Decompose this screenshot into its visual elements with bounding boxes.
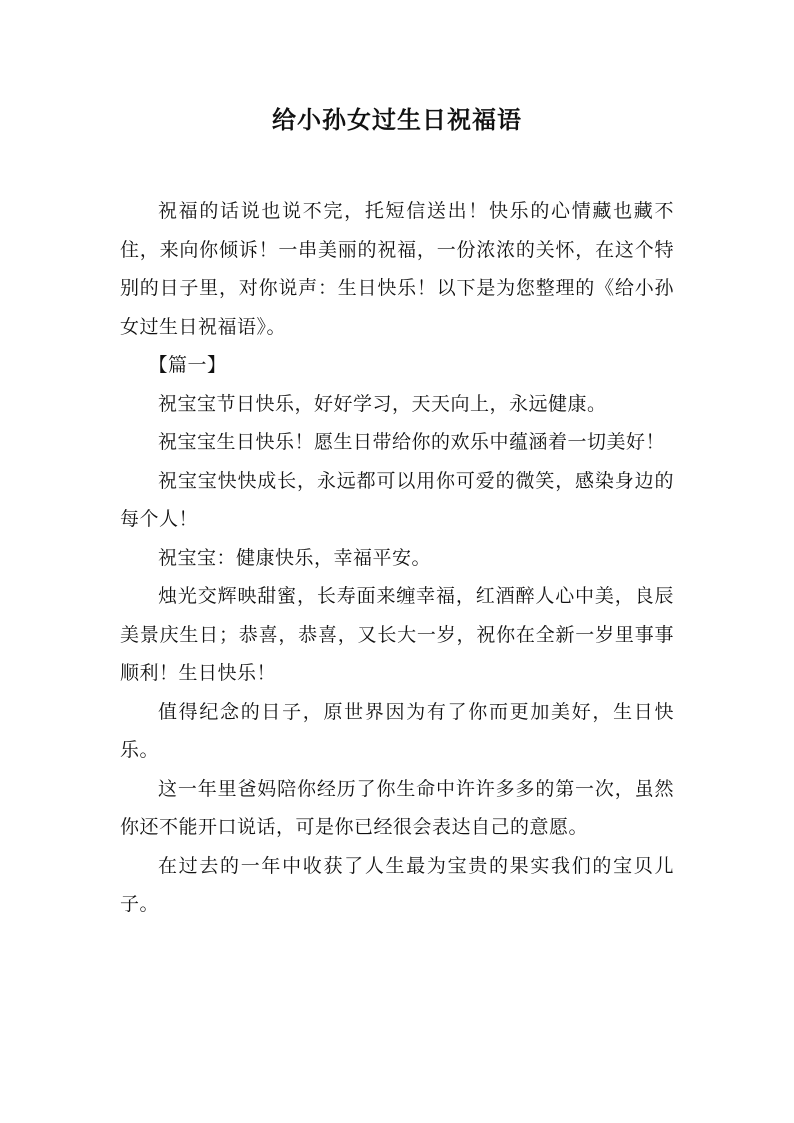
document-body (120, 192, 674, 924)
paragraph: 值得纪念的日子，原世界因为有了你而更加美好，生日快乐。 (120, 700, 674, 761)
paragraph: 这一年里爸妈陪你经历了你生命中许许多多的第一次，虽然你还不能开口说话，可是你已经很会表达自己的意愿。 (120, 777, 674, 838)
paragraph: 祝宝宝快快成长，永远都可以用你可爱的微笑，感染身边的每个人！ (120, 469, 674, 530)
document-title: 给小孙女过生日祝福语 (272, 106, 522, 134)
paragraph: 祝宝宝生日快乐！愿生日带给你的欢乐中蕴涵着一切美好！ (158, 431, 666, 453)
paragraph: 祝宝宝：健康快乐，幸福平安。 (158, 546, 432, 569)
paragraph: 祝宝宝节日快乐，好好学习，天天向上，永远健康。 (158, 392, 607, 415)
paragraph: 在过去的一年中收获了人生最为宝贵的果实我们的宝贝儿子。 (120, 854, 674, 915)
intro-paragraph: 祝福的话说也说不完，托短信送出！快乐的心情藏也藏不住，来向你倾诉！一串美丽的祝福，一份浓浓的关怀，在这个特别的日子里，对你说声：生日快乐！以下是为您整理的《给小孙女过生日祝福语》。 (120, 200, 674, 338)
paragraph: 烛光交辉映甜蜜，长寿面来缠幸福，红酒醉人心中美，良辰美景庆生日；恭喜，恭喜，又长大一岁，祝你在全新一岁里事事顺利！生日快乐！ (120, 585, 674, 684)
section-heading: 【篇一】 (148, 354, 227, 376)
